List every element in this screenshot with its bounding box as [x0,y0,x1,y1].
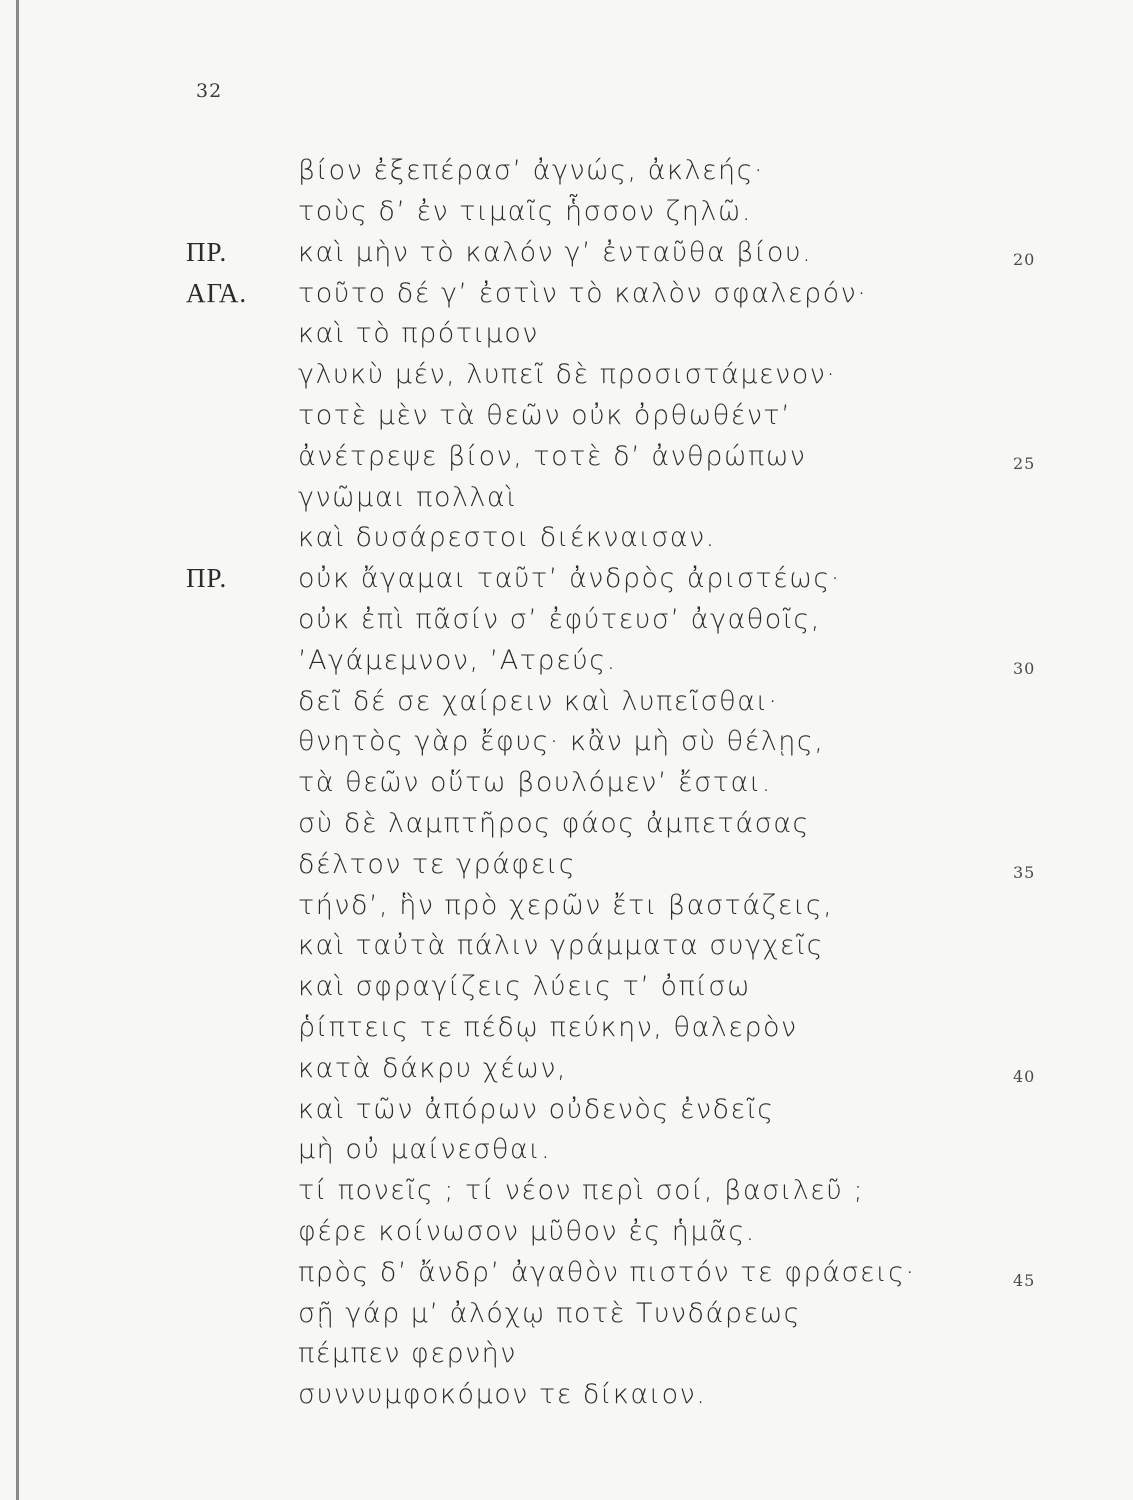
verse-line: θνητὸς γὰρ ἔφυς· κἂν μὴ σὺ θέλῃς, [298,726,825,757]
verse-line: κατὰ δάκρυ χέων, [298,1053,568,1084]
line-number: 25 [1013,454,1036,473]
verse-line: συννυμφοκόμον τε δίκαιον. [298,1379,707,1410]
verse-line: βίον ἐξεπέρασ’ ἀγνώς, ἀκλεής· [298,155,765,186]
page-number: 32 [196,80,223,102]
verse-line: τοὺς δ’ ἐν τιμαῖς ἧσσον ζηλῶ. [298,196,753,227]
line-number: 30 [1013,659,1036,678]
line-number: 35 [1013,863,1036,882]
verse-line: τοῦτο δέ γ’ ἐστὶν τὸ καλὸν σφαλερόν· [298,278,868,309]
verse-line: πρὸς δ’ ἄνδρ’ ἀγαθὸν πιστόν τε φράσεις· [298,1257,916,1288]
verse-line: οὐκ ἄγαμαι ταῦτ’ ἀνδρὸς ἀριστέως· [298,563,841,594]
verse-line: δεῖ δέ σε χαίρειν καὶ λυπεῖσθαι· [298,686,779,717]
verse-line: γνῶμαι πολλαὶ [298,482,517,513]
verse-line: φέρε κοίνωσον μῦθον ἐς ἡμᾶς. [298,1216,756,1247]
verse-line: καὶ τὸ πρότιμον [298,318,539,349]
verse-line: τήνδ’, ἣν πρὸ χερῶν ἔτι βαστάζεις, [298,890,834,921]
line-number: 45 [1013,1271,1036,1290]
verse-line: γλυκὺ μέν, λυπεῖ δὲ προσιστάμενον· [298,359,837,390]
verse-line: πέμπεν φερνὴν [298,1338,517,1369]
verse-line: σὺ δὲ λαμπτῆρος φάος ἀμπετάσας [298,808,810,839]
verse-line: μὴ οὐ μαίνεσθαι. [298,1134,552,1165]
verse-line: ἀνέτρεψε βίον, τοτὲ δ’ ἀνθρώπων [298,441,807,472]
verse-line: τοτὲ μὲν τὰ θεῶν οὐκ ὀρθωθέντ’ [298,400,792,431]
verse-line: ’Αγάμεμνον, ’Ατρεύς. [298,645,617,676]
verse-line: οὐκ ἐπὶ πᾶσίν σ’ ἐφύτευσ’ ἀγαθοῖς, [298,604,821,635]
verse-line: καὶ ταὐτὰ πάλιν γράμματα συγχεῖς [298,930,824,961]
verse-line: καὶ τῶν ἀπόρων οὐδενὸς ἐνδεῖς [298,1094,775,1125]
page-edge-rule [16,0,19,1500]
verse-line: καὶ δυσάρεστοι διέκναισαν. [298,522,716,553]
speaker-label-aga: ΑΓΑ. [186,278,248,308]
speaker-label-pr: ΠΡ. [186,563,228,593]
speaker-label-pr: ΠΡ. [186,237,228,267]
verse-line: καὶ σφραγίζεις λύεις τ’ ὀπίσω [298,971,751,1002]
verse-line: δέλτον τε γράφεις [298,849,577,880]
line-number: 20 [1013,250,1036,269]
verse-line: σῇ γάρ μ’ ἀλόχῳ ποτὲ Τυνδάρεως [298,1298,802,1329]
verse-line: ῥίπτεις τε πέδῳ πεύκην, θαλερὸν [298,1012,798,1043]
line-number: 40 [1013,1067,1036,1086]
verse-line: τὰ θεῶν οὕτω βουλόμεν’ ἔσται. [298,767,772,798]
verse-line: καὶ μὴν τὸ καλόν γ’ ἐνταῦθα βίου. [298,237,813,268]
verse-line: τί πονεῖς ; τί νέον περὶ σοί, βασιλεῦ ; [298,1175,865,1206]
